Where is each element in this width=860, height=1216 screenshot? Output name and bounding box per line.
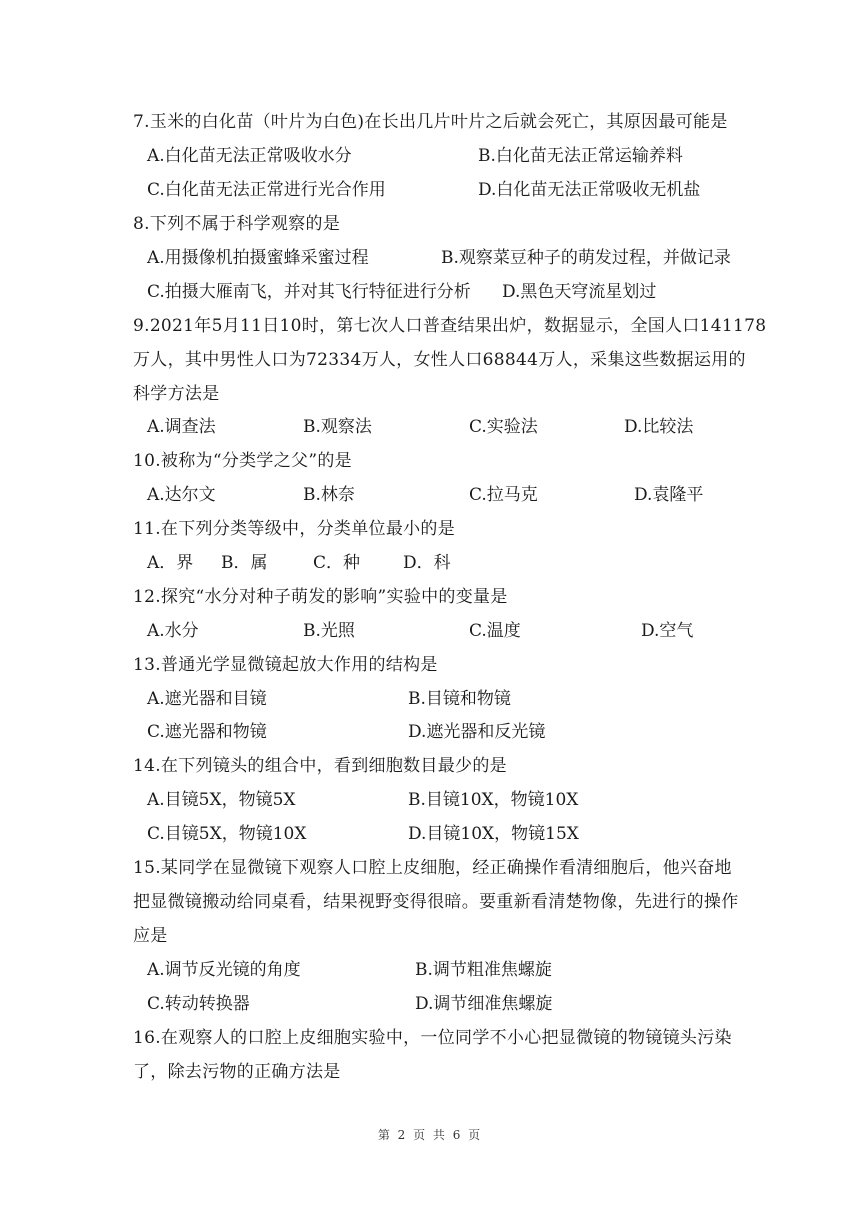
question-9-option-d: D.比较法 bbox=[624, 417, 694, 437]
question-8-option-b: B.观察菜豆种子的萌发过程，并做记录 bbox=[441, 248, 731, 268]
question-13-option-c: C.遮光器和物镜 bbox=[147, 722, 267, 742]
question-11-option-a: A．界 bbox=[147, 553, 194, 573]
question-7-stem: 7.玉米的白化苗（叶片为白色)在长出几片叶片之后就会死亡，其原因最可能是 bbox=[133, 112, 728, 132]
question-16-stem-line-1: 16.在观察人的口腔上皮细胞实验中，一位同学不小心把显微镜的物镜镜头污染 bbox=[133, 1028, 732, 1048]
question-14-option-c: C.目镜5X，物镜10X bbox=[147, 824, 307, 844]
question-12-stem: 12.探究“水分对种子萌发的影响”实验中的变量是 bbox=[133, 587, 508, 607]
question-13-option-d: D.遮光器和反光镜 bbox=[408, 722, 546, 742]
question-16-stem-line-2: 了，除去污物的正确方法是 bbox=[133, 1062, 341, 1082]
question-9-option-a: A.调查法 bbox=[147, 417, 216, 437]
question-7-option-c: C.白化苗无法正常进行光合作用 bbox=[147, 180, 386, 200]
question-9-stem-line-3: 科学方法是 bbox=[133, 384, 220, 404]
question-9-option-b: B.观察法 bbox=[303, 417, 372, 437]
question-15-option-d: D.调节细准焦螺旋 bbox=[415, 994, 553, 1014]
question-12-option-b: B.光照 bbox=[303, 621, 355, 641]
question-9-option-c: C.实验法 bbox=[469, 417, 538, 437]
question-12-option-d: D.空气 bbox=[641, 621, 694, 641]
question-9-stem-line-1: 9.2021年5月11日10时，第七次人口普查结果出炉，数据显示，全国人口141178 bbox=[133, 316, 767, 336]
question-11-option-b: B．属 bbox=[221, 553, 268, 573]
question-11-stem: 11.在下列分类等级中，分类单位最小的是 bbox=[133, 519, 456, 539]
question-12-option-a: A.水分 bbox=[147, 621, 199, 641]
question-8-stem: 8.下列不属于科学观察的是 bbox=[133, 214, 341, 234]
question-13-option-a: A.遮光器和目镜 bbox=[147, 689, 267, 709]
question-13-stem: 13.普通光学显微镜起放大作用的结构是 bbox=[133, 655, 438, 675]
question-8-option-a: A.用摄像机拍摄蜜蜂采蜜过程 bbox=[147, 248, 369, 268]
question-15-stem-line-3: 应是 bbox=[133, 926, 168, 946]
question-8-option-d: D.黑色天穹流星划过 bbox=[502, 282, 657, 302]
question-10-option-c: C.拉马克 bbox=[469, 485, 538, 505]
question-15-stem-line-2: 把显微镜搬动给同桌看，结果视野变得很暗。要重新看清楚物像，先进行的操作 bbox=[133, 892, 739, 912]
question-15-option-a: A.调节反光镜的角度 bbox=[147, 960, 301, 980]
question-15-option-c: C.转动转换器 bbox=[147, 994, 250, 1014]
question-10-option-b: B.林奈 bbox=[303, 485, 355, 505]
page-number-footer: 第 2 页 共 6 页 bbox=[377, 1128, 483, 1142]
question-14-option-a: A.目镜5X，物镜5X bbox=[147, 790, 296, 810]
question-14-option-d: D.目镜10X，物镜15X bbox=[408, 824, 579, 844]
question-9-stem-line-2: 万人，其中男性人口为72334万人，女性人口68844万人，采集这些数据运用的 bbox=[133, 350, 746, 370]
question-7-option-a: A.白化苗无法正常吸收水分 bbox=[147, 146, 352, 166]
question-14-stem: 14.在下列镜头的组合中，看到细胞数目最少的是 bbox=[133, 756, 507, 776]
question-7-option-b: B.白化苗无法正常运输养料 bbox=[478, 146, 683, 166]
question-7-option-d: D.白化苗无法正常吸收无机盐 bbox=[478, 180, 701, 200]
question-15-stem-line-1: 15.某同学在显微镜下观察人口腔上皮细胞，经正确操作看清细胞后，他兴奋地 bbox=[133, 858, 732, 878]
question-11-option-d: D．科 bbox=[403, 553, 451, 573]
question-10-option-d: D.袁隆平 bbox=[634, 485, 704, 505]
question-10-stem: 10.被称为“分类学之父”的是 bbox=[133, 451, 352, 471]
question-8-option-c: C.拍摄大雁南飞，并对其飞行特征进行分析 bbox=[147, 282, 471, 302]
question-14-option-b: B.目镜10X，物镜10X bbox=[408, 790, 579, 810]
question-11-option-c: C．种 bbox=[313, 553, 361, 573]
question-15-option-b: B.调节粗准焦螺旋 bbox=[415, 960, 552, 980]
question-12-option-c: C.温度 bbox=[469, 621, 521, 641]
question-13-option-b: B.目镜和物镜 bbox=[408, 689, 511, 709]
question-10-option-a: A.达尔文 bbox=[147, 485, 216, 505]
